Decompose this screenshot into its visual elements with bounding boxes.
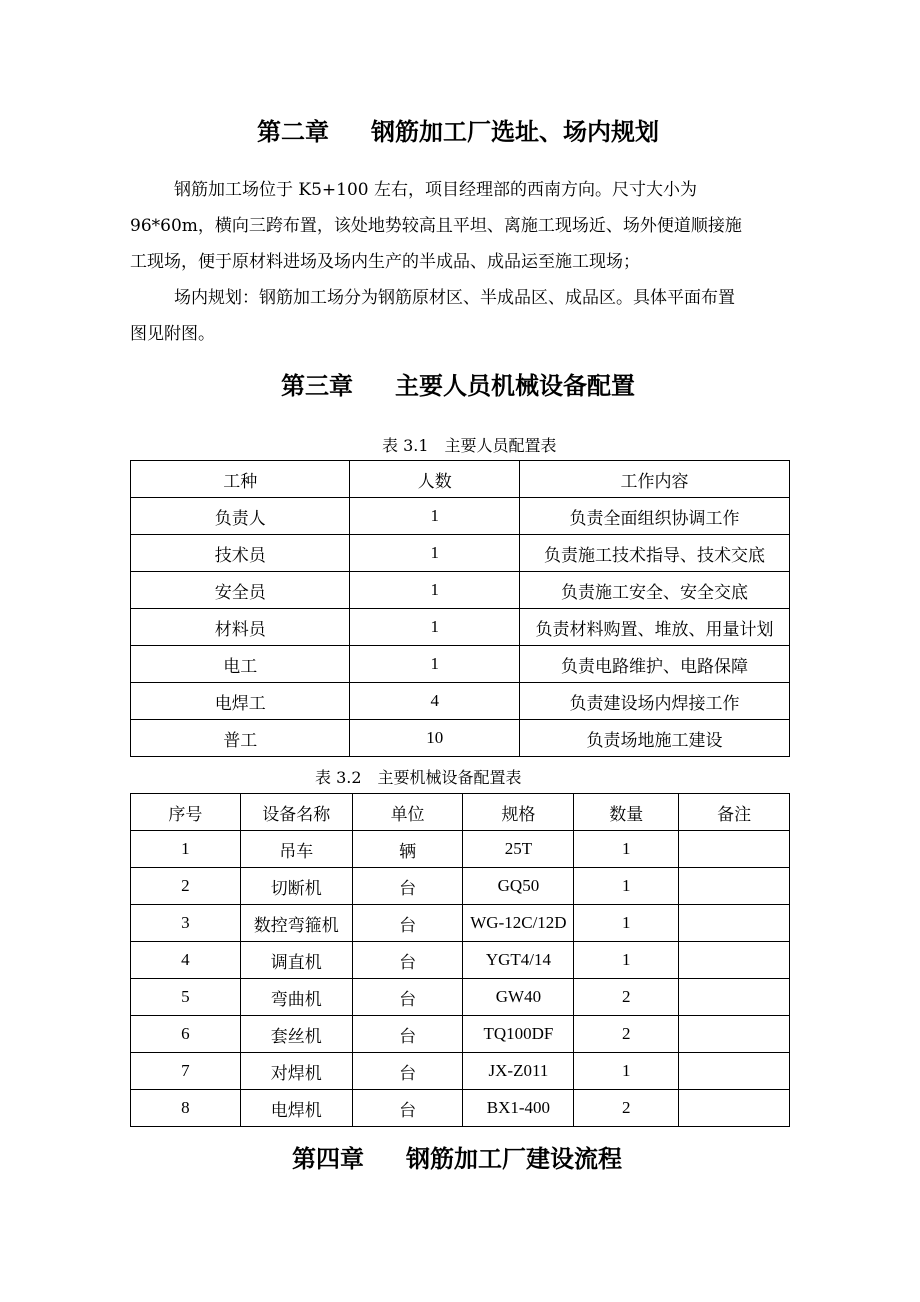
chapter-3-title: 主要人员机械设备配置 (395, 372, 635, 400)
remark-cell (679, 868, 790, 905)
role-cell: 负责人 (131, 498, 350, 535)
table-row (131, 498, 790, 535)
chapter-2-heading (257, 112, 659, 147)
spec-cell: 25T (463, 831, 574, 868)
table-row (131, 609, 790, 646)
paragraph-line: 场内规划：钢筋加工场分为钢筋原材区、半成品区、成品区。具体平面布置 (174, 288, 735, 308)
unit-cell: 辆 (352, 831, 463, 868)
chapter-4-heading (292, 1139, 622, 1174)
chapter-2-number: 第二章 (257, 118, 329, 146)
chapter-4-number: 第四章 (292, 1145, 364, 1173)
table-row (131, 1016, 790, 1053)
equipment-name-cell: 吊车 (240, 831, 352, 868)
table-row (131, 683, 790, 720)
header-cell: 序号 (131, 794, 241, 831)
index-cell: 6 (131, 1016, 241, 1053)
spec-cell: BX1-400 (463, 1090, 574, 1127)
spec-cell: GW40 (463, 979, 574, 1016)
header-cell: 工作内容 (520, 461, 790, 498)
quantity-cell: 1 (574, 905, 679, 942)
duty-cell: 负责场地施工建设 (520, 720, 790, 757)
header-cell: 人数 (350, 461, 520, 498)
role-cell: 技术员 (131, 535, 350, 572)
duty-cell: 负责电路维护、电路保障 (520, 646, 790, 683)
chapter-4-title: 钢筋加工厂建设流程 (406, 1145, 622, 1173)
duty-cell: 负责全面组织协调工作 (520, 498, 790, 535)
role-cell: 电焊工 (131, 683, 350, 720)
index-cell: 8 (131, 1090, 241, 1127)
index-cell: 1 (131, 831, 241, 868)
header-cell: 规格 (463, 794, 574, 831)
count-cell: 1 (350, 572, 520, 609)
table-header-row (131, 461, 790, 498)
paragraph-line: 96*60m，横向三跨布置，该处地势较高且平坦、离施工现场近、场外便道顺接施 (130, 216, 742, 236)
personnel-table (130, 460, 790, 757)
duty-cell: 负责施工技术指导、技术交底 (520, 535, 790, 572)
role-cell: 电工 (131, 646, 350, 683)
quantity-cell: 1 (574, 831, 679, 868)
remark-cell (679, 831, 790, 868)
table-row (131, 831, 790, 868)
equipment-name-cell: 切断机 (240, 868, 352, 905)
table-row (131, 572, 790, 609)
spec-cell: GQ50 (463, 868, 574, 905)
table-row (131, 979, 790, 1016)
equipment-name-cell: 对焊机 (240, 1053, 352, 1090)
unit-cell: 台 (352, 1053, 463, 1090)
table-row (131, 535, 790, 572)
duty-cell: 负责建设场内焊接工作 (520, 683, 790, 720)
table-row (131, 646, 790, 683)
table-row (131, 1053, 790, 1090)
index-cell: 3 (131, 905, 241, 942)
header-cell: 备注 (679, 794, 790, 831)
header-cell: 设备名称 (240, 794, 352, 831)
chapter-2-paragraph-1 (130, 172, 810, 280)
count-cell: 1 (350, 535, 520, 572)
header-cell: 数量 (574, 794, 679, 831)
unit-cell: 台 (352, 979, 463, 1016)
quantity-cell: 1 (574, 868, 679, 905)
chapter-3-number: 第三章 (281, 372, 353, 400)
table-row (131, 720, 790, 757)
equipment-table (130, 793, 790, 1127)
paragraph-line: 工现场，便于原材料进场及场内生产的半成品、成品运至施工现场； (130, 252, 640, 272)
role-cell: 材料员 (131, 609, 350, 646)
spec-cell: TQ100DF (463, 1016, 574, 1053)
quantity-cell: 2 (574, 979, 679, 1016)
remark-cell (679, 979, 790, 1016)
remark-cell (679, 905, 790, 942)
chapter-3-heading (281, 366, 635, 401)
index-cell: 7 (131, 1053, 241, 1090)
spec-cell: JX-Z011 (463, 1053, 574, 1090)
spec-cell: WG-12C/12D (463, 905, 574, 942)
equipment-name-cell: 弯曲机 (240, 979, 352, 1016)
equipment-name-cell: 套丝机 (240, 1016, 352, 1053)
table-3-2-caption: 表 3.2 主要机械设备配置表 (315, 768, 522, 787)
table-3-1-caption: 表 3.1 主要人员配置表 (382, 436, 557, 455)
paragraph-line: 图见附图。 (130, 324, 215, 344)
unit-cell: 台 (352, 1090, 463, 1127)
index-cell: 2 (131, 868, 241, 905)
quantity-cell: 1 (574, 942, 679, 979)
duty-cell: 负责施工安全、安全交底 (520, 572, 790, 609)
table-row (131, 868, 790, 905)
unit-cell: 台 (352, 942, 463, 979)
count-cell: 1 (350, 609, 520, 646)
role-cell: 安全员 (131, 572, 350, 609)
equipment-name-cell: 电焊机 (240, 1090, 352, 1127)
unit-cell: 台 (352, 905, 463, 942)
table-row (131, 942, 790, 979)
count-cell: 4 (350, 683, 520, 720)
remark-cell (679, 1053, 790, 1090)
count-cell: 1 (350, 498, 520, 535)
table-row (131, 1090, 790, 1127)
spec-cell: YGT4/14 (463, 942, 574, 979)
remark-cell (679, 1090, 790, 1127)
unit-cell: 台 (352, 1016, 463, 1053)
paragraph-line: 钢筋加工场位于 K5+100 左右，项目经理部的西南方向。尺寸大小为 (174, 180, 698, 200)
count-cell: 1 (350, 646, 520, 683)
remark-cell (679, 1016, 790, 1053)
header-cell: 工种 (131, 461, 350, 498)
table-header-row (131, 794, 790, 831)
table-row (131, 905, 790, 942)
remark-cell (679, 942, 790, 979)
index-cell: 4 (131, 942, 241, 979)
role-cell: 普工 (131, 720, 350, 757)
count-cell: 10 (350, 720, 520, 757)
quantity-cell: 2 (574, 1016, 679, 1053)
duty-cell: 负责材料购置、堆放、用量计划 (520, 609, 790, 646)
quantity-cell: 2 (574, 1090, 679, 1127)
index-cell: 5 (131, 979, 241, 1016)
quantity-cell: 1 (574, 1053, 679, 1090)
unit-cell: 台 (352, 868, 463, 905)
chapter-2-paragraph-2 (130, 280, 810, 352)
equipment-name-cell: 数控弯箍机 (240, 905, 352, 942)
chapter-2-title: 钢筋加工厂选址、场内规划 (371, 118, 659, 146)
header-cell: 单位 (352, 794, 463, 831)
equipment-name-cell: 调直机 (240, 942, 352, 979)
